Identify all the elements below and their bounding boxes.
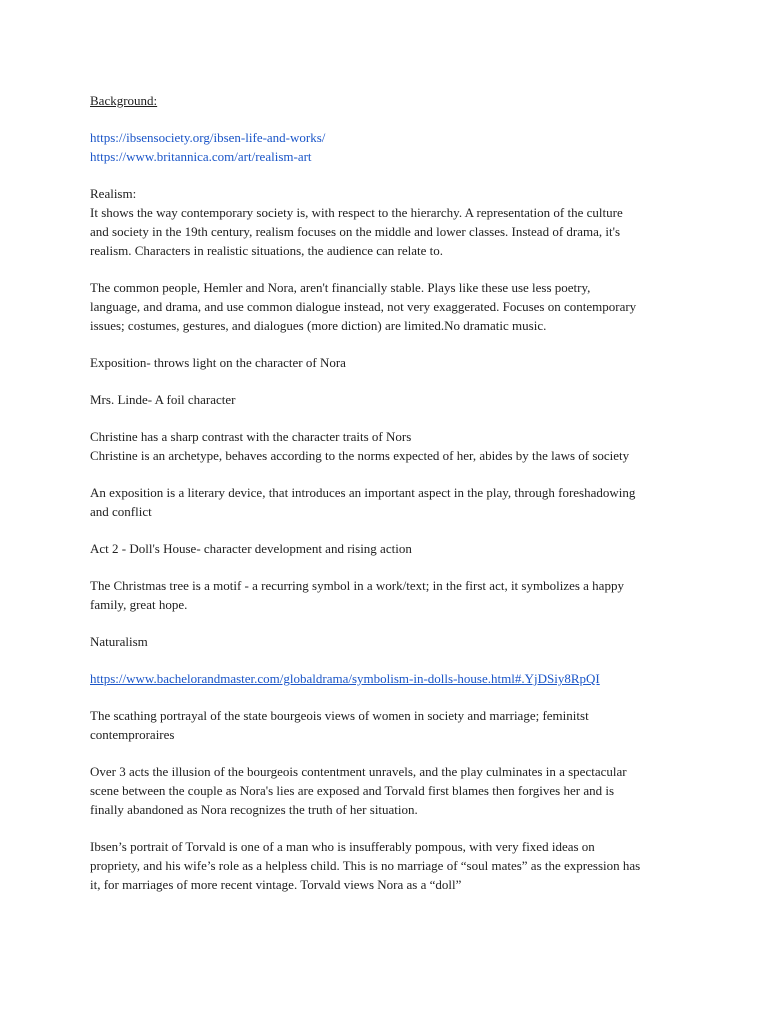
exposition-device-line: An exposition is a literary device, that introduces an important aspect in the play, through foreshadowing — [90, 485, 636, 500]
over-3-acts-line: finally abandoned as Nora recognizes the truth of her situation. — [90, 802, 418, 817]
scathing-paragraph — [90, 706, 682, 744]
britannica-link[interactable]: https://www.britannica.com/art/realism-art — [90, 149, 312, 164]
common-people-paragraph — [90, 278, 682, 335]
portrait-paragraph — [90, 837, 682, 894]
christine-line: Christine has a sharp contrast with the character traits of Nors — [90, 429, 412, 444]
realism-line: It shows the way contemporary society is, with respect to the hierarchy. A representation of the culture — [90, 205, 623, 220]
exposition-nora-line: Exposition- throws light on the character of Nora — [90, 355, 346, 370]
naturalism-heading: Naturalism — [90, 634, 148, 649]
christmas-tree-line: family, great hope. — [90, 597, 188, 612]
background-section — [90, 91, 682, 110]
act2-paragraph — [90, 539, 682, 558]
over-3-acts-line: Over 3 acts the illusion of the bourgeois contentment unravels, and the play culminates in a spectacular — [90, 764, 627, 779]
portrait-line: Ibsen’s portrait of Torvald is one of a man who is insufferably pompous, with very fixed ideas on — [90, 839, 595, 854]
scathing-line: contemproraires — [90, 727, 175, 742]
common-people-line: issues; costumes, gestures, and dialogues (more diction) are limited.No dramatic music. — [90, 318, 547, 333]
ibsen-society-link[interactable]: https://ibsensociety.org/ibsen-life-and-works/ — [90, 130, 326, 145]
exposition-device-line: and conflict — [90, 504, 152, 519]
christmas-tree-line: The Christmas tree is a motif - a recurring symbol in a work/text; in the first act, it symbolizes a happy — [90, 578, 624, 593]
realism-section — [90, 184, 682, 260]
realism-line: and society in the 19th century, realism focuses on the middle and lower classes. Instead of drama, it's — [90, 224, 621, 239]
document-page — [90, 91, 682, 912]
over-3-acts-paragraph — [90, 762, 682, 819]
portrait-line: it, for marriages of more recent vintage. Torvald views Nora as a “doll” — [90, 877, 462, 892]
realism-line: realism. Characters in realistic situations, the audience can relate to. — [90, 243, 444, 258]
exposition-nora-paragraph — [90, 353, 682, 372]
christine-paragraph — [90, 427, 682, 465]
common-people-line: The common people, Hemler and Nora, aren't financially stable. Plays like these use less poetry, — [90, 280, 591, 295]
mrs-linde-line: Mrs. Linde- A foil character — [90, 392, 236, 407]
common-people-line: language, and drama, and use common dialogue instead, not very exaggerated. Focuses on contemporary — [90, 299, 637, 314]
scathing-line: The scathing portrayal of the state bourgeois views of women in society and marriage; feminitst — [90, 708, 589, 723]
naturalism-link-paragraph — [90, 669, 682, 688]
over-3-acts-line: scene between the couple as Nora's lies are exposed and Torvald first blames then forgives her and is — [90, 783, 615, 798]
christmas-tree-paragraph — [90, 576, 682, 614]
bachelorandmaster-link[interactable]: https://www.bachelorandmaster.com/globaldrama/symbolism-in-dolls-house.html#.YjDSiy8RpQI — [90, 671, 600, 686]
christine-line: Christine is an archetype, behaves according to the norms expected of her, abides by the laws of society — [90, 448, 630, 463]
exposition-device-paragraph — [90, 483, 682, 521]
mrs-linde-paragraph — [90, 390, 682, 409]
realism-heading: Realism: — [90, 186, 137, 201]
naturalism-paragraph — [90, 632, 682, 651]
portrait-line: propriety, and his wife’s role as a helpless child. This is no marriage of “soul mates” as the expression has — [90, 858, 641, 873]
reference-links — [90, 128, 682, 166]
act2-line: Act 2 - Doll's House- character development and rising action — [90, 541, 412, 556]
background-heading: Background: — [90, 93, 158, 108]
